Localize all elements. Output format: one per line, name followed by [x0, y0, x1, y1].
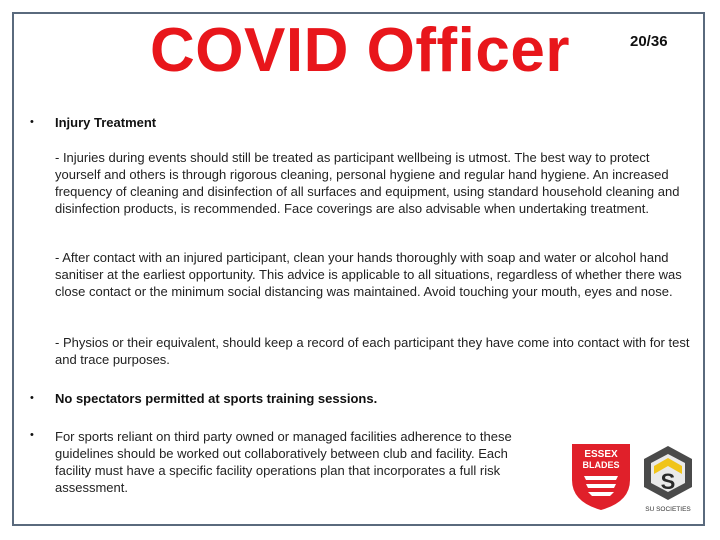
- essex-logo-line2: BLADES: [582, 460, 620, 470]
- essex-blades-mark: [584, 476, 618, 496]
- essex-logo-line1: ESSEX: [584, 449, 618, 460]
- bullet-marker: •: [30, 429, 34, 441]
- su-societies-hexagon-icon: [640, 444, 696, 516]
- paragraph-test-and-trace: - Physios or their equivalent, should keep a record of each participant they have come into contact with for test and trace purposes.: [55, 335, 690, 367]
- essex-blades-shield-icon: [570, 440, 632, 512]
- su-logo-letter: S: [660, 469, 676, 494]
- bullet-marker: •: [30, 392, 34, 404]
- paragraph-third-party-facilities: For sports reliant on third party owned or managed facilities adherence to these guidelines should be worked out collaboratively between club and facility. Each facility must have a specific facility operations plan that incorporates a full risk assessment.: [55, 429, 512, 495]
- paragraph-injury-cleaning: - Injuries during events should still be treated as participant wellbeing is utmost. The best way to protect yourself and others is through rigorous cleaning, personal hygiene and regular hand hygiene. An increased frequency of cleaning and disinfection of all surfaces and equipment, using standard household cleaning and disinfection products, is recommended. Face coverings are also advisable when undertaking treatment.: [55, 150, 680, 216]
- su-logo-caption: SU SOCIETIES: [645, 506, 691, 513]
- slide-title: COVID Officer: [150, 16, 570, 85]
- section-heading-no-spectators: No spectators permitted at sports training sessions.: [55, 391, 378, 406]
- paragraph-hand-hygiene: - After contact with an injured participant, clean your hands thoroughly with soap and water or alcohol hand sanitiser at the earliest opportunity. This advice is applicable to all situations, regardless of whether there was close contact or the minimum social distancing was maintained. Avoid touching your mouth, eyes and nose.: [55, 250, 682, 299]
- section-heading-injury-treatment: Injury Treatment: [55, 115, 157, 130]
- bullet-marker: •: [30, 116, 34, 128]
- page-number: 20/36: [630, 33, 668, 50]
